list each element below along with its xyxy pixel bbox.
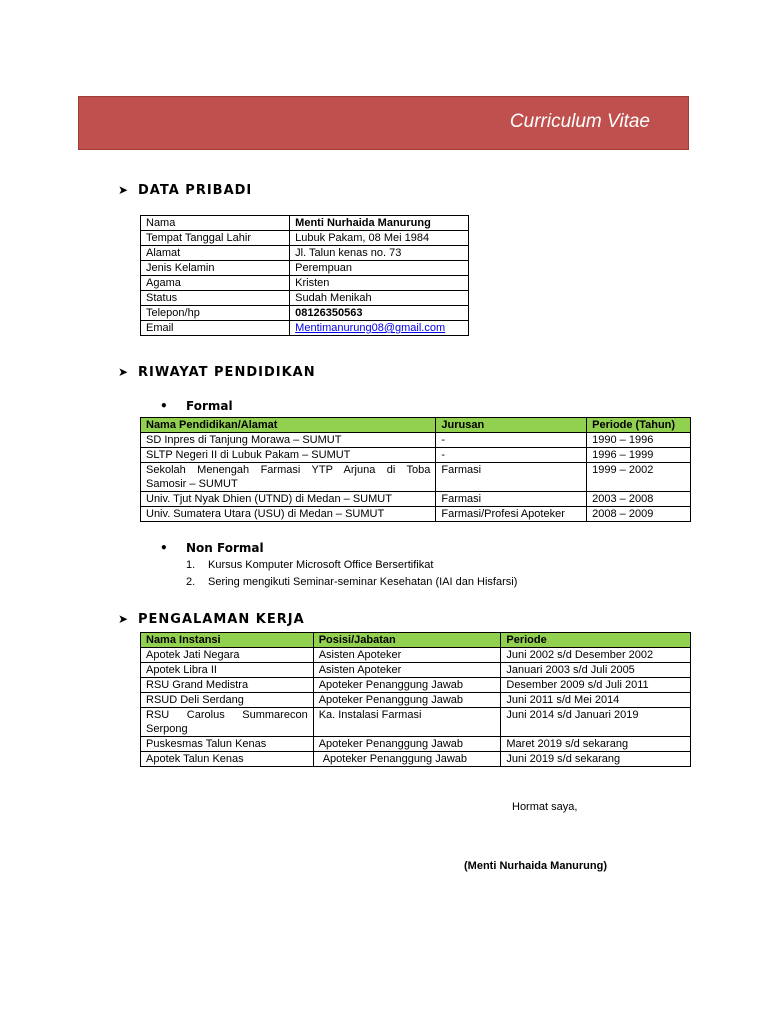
column-header: Nama Instansi [141,633,314,648]
section-work-heading: ➤ PENGALAMAN KERJA [118,612,305,627]
document-title: Curriculum Vitae [509,111,650,132]
table-row [141,306,469,321]
label-cell: Tempat Tanggal Lahir [141,231,290,246]
table-cell: 1996 – 1999 [587,448,691,463]
table-cell: 2003 – 2008 [587,492,691,507]
table-cell: Apotek Jati Negara [141,648,314,663]
arrow-icon: ➤ [118,183,130,197]
column-header: Posisi/Jabatan [313,633,501,648]
bullet-icon: • [160,541,168,555]
section-education-heading: ➤ RIWAYAT PENDIDIKAN [118,365,316,380]
table-row [141,231,469,246]
table-header-row [141,418,691,433]
table-row [141,693,691,708]
table-row [141,678,691,693]
table-row [141,663,691,678]
value-cell: Kristen [290,276,469,291]
table-cell: Juni 2002 s/d Desember 2002 [501,648,691,663]
value-cell: Sudah Menikah [290,291,469,306]
column-header: Jurusan [436,418,587,433]
label-cell: Status [141,291,290,306]
table-cell: Januari 2003 s/d Juli 2005 [501,663,691,678]
table-cell: Puskesmas Talun Kenas [141,737,314,752]
table-cell: - [436,433,587,448]
table-cell: RSUD Deli Serdang [141,693,314,708]
table-row [141,507,691,522]
table-cell: Farmasi/Profesi Apoteker [436,507,587,522]
signature-name: (Menti Nurhaida Manurung) [464,860,607,872]
table-row [141,433,691,448]
header-banner [78,96,689,150]
table-cell: Apoteker Penanggung Jawab [313,678,501,693]
table-cell: Maret 2019 s/d sekarang [501,737,691,752]
label-cell: Alamat [141,246,290,261]
nonformal-subheading: • Non Formal [160,541,264,555]
signature-greeting: Hormat saya, [512,801,578,813]
table-cell: RSU Carolus Summarecon Serpong [141,708,314,737]
table-cell: SD Inpres di Tanjung Morawa – SUMUT [141,433,436,448]
table-row [141,737,691,752]
column-header: Periode [501,633,691,648]
label-cell: Telepon/hp [141,306,290,321]
table-row [141,261,469,276]
value-cell: 08126350563 [290,306,469,321]
value-cell: Menti Nurhaida Manurung [290,216,469,231]
label-cell: Email [141,321,290,336]
list-item: 1. Kursus Komputer Microsoft Office Bersertifikat [186,559,434,571]
table-row [141,708,691,737]
bullet-icon: • [160,399,168,413]
table-row [141,448,691,463]
table-cell: 1999 – 2002 [587,463,691,492]
table-cell: 1990 – 1996 [587,433,691,448]
section-personal-heading: ➤ DATA PRIBADI [118,183,253,198]
table-cell: Asisten Apoteker [313,663,501,678]
table-cell: Apotek Talun Kenas [141,752,314,767]
table-row [141,463,691,492]
table-row [141,216,469,231]
table-cell: Univ. Sumatera Utara (USU) di Medan – SUMUT [141,507,436,522]
table-cell: - [436,448,587,463]
table-cell: Apoteker Penanggung Jawab [313,752,501,767]
table-cell: Apotek Libra II [141,663,314,678]
table-cell: Asisten Apoteker [313,648,501,663]
arrow-icon: ➤ [118,365,130,379]
table-cell: 2008 – 2009 [587,507,691,522]
table-cell: Ka. Instalasi Farmasi [313,708,501,737]
table-row [141,321,469,336]
table-row [141,291,469,306]
table-row [141,752,691,767]
arrow-icon: ➤ [118,612,130,626]
table-cell: SLTP Negeri II di Lubuk Pakam – SUMUT [141,448,436,463]
label-cell: Nama [141,216,290,231]
label-cell: Agama [141,276,290,291]
list-item: 2. Sering mengikuti Seminar-seminar Kesehatan (IAI dan Hisfarsi) [186,576,518,588]
email-link[interactable]: Mentimanurung08@gmail.com [295,322,446,334]
table-cell: Juni 2014 s/d Januari 2019 [501,708,691,737]
value-cell: Perempuan [290,261,469,276]
column-header: Periode (Tahun) [587,418,691,433]
table-cell: Juni 2019 s/d sekarang [501,752,691,767]
label-cell: Jenis Kelamin [141,261,290,276]
nonformal-list [186,557,517,591]
table-cell: Farmasi [436,492,587,507]
table-cell: Juni 2011 s/d Mei 2014 [501,693,691,708]
table-header-row [141,633,691,648]
formal-subheading: • Formal [160,399,233,413]
table-cell: RSU Grand Medistra [141,678,314,693]
table-row [141,648,691,663]
table-row [141,492,691,507]
table-cell: Univ. Tjut Nyak Dhien (UTND) di Medan – SUMUT [141,492,436,507]
table-cell: Apoteker Penanggung Jawab [313,693,501,708]
table-row [141,246,469,261]
personal-data-table [140,215,469,336]
value-cell [290,321,469,336]
table-cell: Desember 2009 s/d Juli 2011 [501,678,691,693]
formal-education-table [140,417,691,522]
value-cell: Jl. Talun kenas no. 73 [290,246,469,261]
table-cell: Sekolah Menengah Farmasi YTP Arjuna di Toba Samosir – SUMUT [141,463,436,492]
table-row [141,276,469,291]
value-cell: Lubuk Pakam, 08 Mei 1984 [290,231,469,246]
work-experience-table [140,632,691,767]
table-cell: Farmasi [436,463,587,492]
table-cell: Apoteker Penanggung Jawab [313,737,501,752]
column-header: Nama Pendidikan/Alamat [141,418,436,433]
